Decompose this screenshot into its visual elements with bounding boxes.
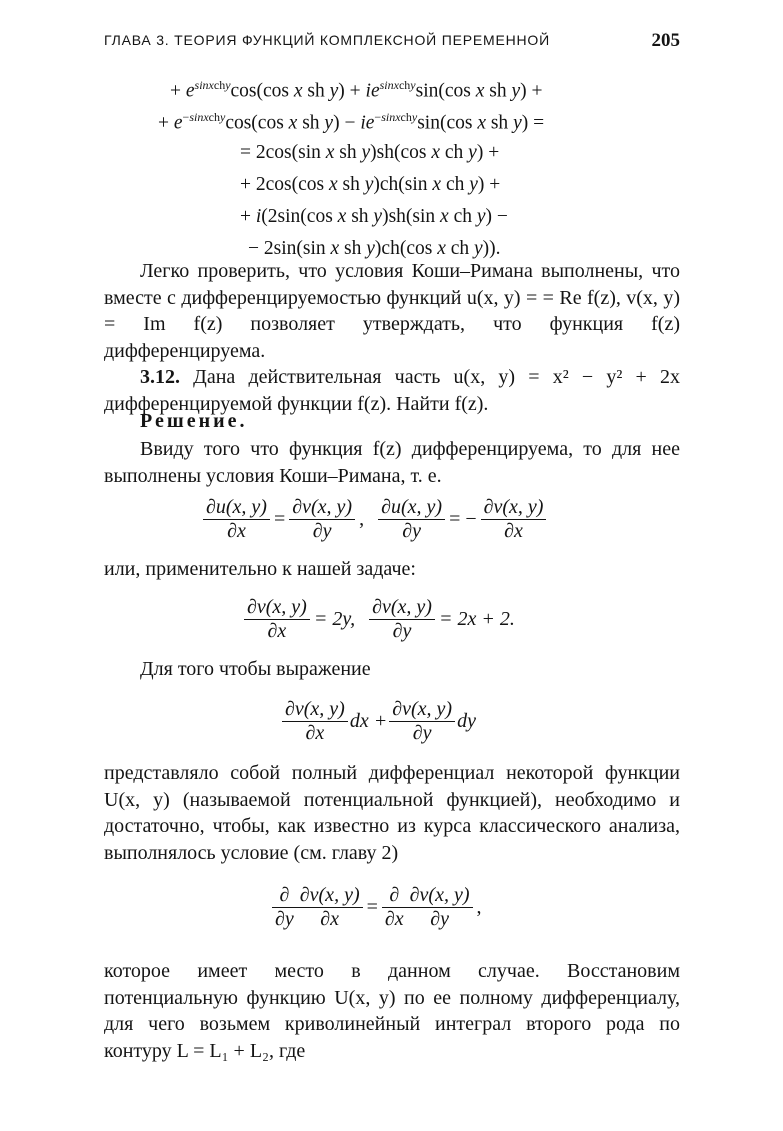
paragraph-cauchy-conditions: Ввиду того что функция f(z) дифференцируема, то для нее выполнены условия Коши–Римана, т. е. — [104, 438, 680, 487]
problem-text: Дана действительная часть u(x, y) = x² − y² + 2x дифференцируемой функции f(z). Найти f(z). — [104, 366, 680, 415]
running-title: ГЛАВА 3. ТЕОРИЯ ФУНКЦИЙ КОМПЛЕКСНОЙ ПЕРЕМЕННОЙ — [104, 32, 550, 48]
page-header — [104, 30, 680, 54]
derivation-line-1: + $e^{sinxchy}\cos(\cos$ x sh $y) + ie^{sinxchy}\sin(\cos$ x sh y) + — [170, 78, 543, 102]
solution-label: Решение. — [140, 410, 248, 432]
paragraph-potential-function: которое имеет место в данном случае. Восстановим потенциальную функцию U(x, y) по ее полному дифференциалу, для чего возьмем криволинейный интеграл второго рода по контуру L = L₁ + L₂, где — [104, 960, 680, 1062]
paragraph-expression-intro: Для того чтобы выражение — [140, 658, 371, 680]
derivation-line-3: = 2cos(sin x sh y)sh(cos x ch y) + — [240, 142, 500, 163]
page-number: 205 — [651, 30, 680, 51]
cauchy-riemann-equations: $\frac{\partial u(x, y)}{\partial x}$ = $\frac{\partial v(x, y)}{\partial y}$ , $\frac{\partial u(x, y)}{\partial y}$ = − $\frac{\partial v(x, y)}{\partial x}$ — [203, 496, 546, 543]
derivation-line-5: + i(2sin(cos x sh y)sh(sin x ch y) − — [240, 206, 508, 227]
integrability-condition: $\frac{\partial}{\partial y}$ $\frac{\partial v(x, y)}{\partial x}$ = $\frac{\partial}{\partial x}$ $\frac{\partial v(x, y)}{\partial y}$ , — [272, 884, 486, 931]
paragraph-cauchy-check: Легко проверить, что условия Коши–Римана выполнены, что вместе с дифференцируемостью функций u(x, y) = = Re f(z), v(x, y) = Im f(z) позволяет утверждать, что функция f(z) дифференцируема. — [104, 260, 680, 362]
derivation-line-6: − 2sin(sin x sh y)ch(cos x ch y)). — [248, 238, 501, 259]
paragraph-applied: или, применительно к нашей задаче: — [104, 558, 416, 580]
task-equations: $\frac{\partial v(x, y)}{\partial x}$ = 2y, $\frac{\partial v(x, y)}{\partial y}$ = 2x + 2. — [244, 596, 519, 643]
derivation-line-2: + $e^{-sinxchy}\cos(\cos$ x sh $y) - ie^{-sinxchy}\sin(\cos$ x sh y) = — [158, 110, 545, 134]
paragraph-total-differential: представляло собой полный дифференциал некоторой функции U(x, y) (называемой потенциальной функцией), необходимо и достаточно, чтобы, как известно из курса классического анализа, выполнялось условие (см. главу 2) — [104, 762, 680, 864]
differential-expression: $\frac{\partial v(x, y)}{\partial x}$ dx + $\frac{\partial v(x, y)}{\partial y}$ dy — [282, 698, 478, 745]
derivation-line-4: + 2cos(cos x sh y)ch(sin x ch y) + — [240, 174, 501, 195]
problem-number: 3.12. — [140, 366, 180, 388]
